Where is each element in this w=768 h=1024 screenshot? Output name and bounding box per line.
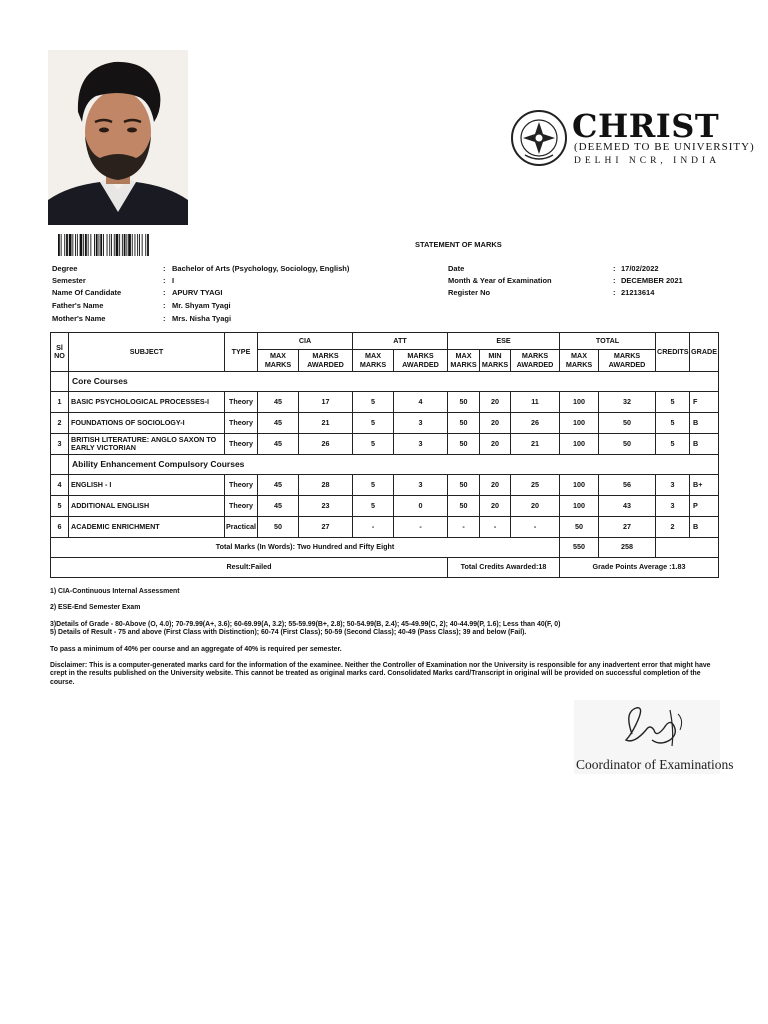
barcode: [58, 234, 180, 256]
cell-tot-awd: 50: [599, 434, 656, 455]
cell-ese-max: -: [448, 517, 480, 538]
father-name-value: Mr. Shyam Tyagi: [172, 301, 231, 310]
cell-type: Theory: [225, 392, 258, 413]
colon: :: [613, 288, 616, 297]
cell-tot-max: 50: [560, 517, 599, 538]
exam-month-label: Month & Year of Examination: [448, 276, 552, 285]
cell-ese-awd: 25: [511, 475, 560, 496]
cell-ese-min: 20: [480, 475, 511, 496]
degree-label: Degree: [52, 264, 78, 273]
grade-points-average: Grade Points Average :1.83: [560, 558, 719, 578]
cell-ese-max: 50: [448, 434, 480, 455]
university-location: DELHI NCR, INDIA: [574, 156, 721, 166]
section-spacer: [51, 372, 69, 392]
cell-ese-max: 50: [448, 496, 480, 517]
subheader-marks-awarded: MARKS AWARDED: [394, 350, 448, 372]
cell-cia-max: 45: [258, 392, 299, 413]
result-row: [51, 558, 719, 578]
header-credits: CREDITS: [656, 333, 690, 372]
header-total: TOTAL: [560, 333, 656, 350]
cell-subject: BRITISH LITERATURE: ANGLO SAXON TO EARLY VICTORIAN: [69, 434, 225, 455]
cell-att-max: -: [353, 517, 394, 538]
cell-sl: 5: [51, 496, 69, 517]
cell-ese-awd: 20: [511, 496, 560, 517]
cell-tot-awd: 27: [599, 517, 656, 538]
candidate-name-value: APURV TYAGI: [172, 288, 223, 297]
cell-cia-max: 45: [258, 496, 299, 517]
cell-tot-max: 100: [560, 413, 599, 434]
total-marks-awarded: 258: [599, 538, 656, 558]
header-grade: GRADE: [690, 333, 719, 372]
university-name: CHRIST: [572, 107, 720, 145]
cell-ese-min: 20: [480, 413, 511, 434]
header-subject: SUBJECT: [69, 333, 225, 372]
cell-ese-max: 50: [448, 475, 480, 496]
cell-grade: B: [690, 434, 719, 455]
table-row: [51, 496, 719, 517]
cell-ese-awd: 11: [511, 392, 560, 413]
note-cia: 1) CIA-Continuous Internal Assessment: [50, 588, 180, 595]
cell-credits: 5: [656, 392, 690, 413]
cell-att-awd: 4: [394, 392, 448, 413]
cell-sl: 4: [51, 475, 69, 496]
cell-ese-awd: 26: [511, 413, 560, 434]
cell-sl: 6: [51, 517, 69, 538]
cell-att-awd: 3: [394, 434, 448, 455]
section-title-aecc: Ability Enhancement Compulsory Courses: [69, 455, 719, 475]
exam-month-value: DECEMBER 2021: [621, 276, 683, 285]
note-result-details: 5) Details of Result - 75 and above (First Class with Distinction); 60-74 (First Class); 50-59 (Second Class); 40-49 (Pass Class); 39 and below (Fail).: [50, 629, 527, 636]
cell-att-awd: 0: [394, 496, 448, 517]
table-row: [51, 413, 719, 434]
total-empty-cell: [656, 538, 719, 558]
cell-sl: 2: [51, 413, 69, 434]
candidate-name-label: Name Of Candidate: [52, 288, 122, 297]
subheader-marks-awarded: MARKS AWARDED: [299, 350, 353, 372]
cell-subject: ADDITIONAL ENGLISH: [69, 496, 225, 517]
date-value: 17/02/2022: [621, 264, 659, 273]
date-label: Date: [448, 264, 465, 273]
cell-cia-awd: 21: [299, 413, 353, 434]
colon: :: [613, 264, 616, 273]
section-row-core: [51, 372, 719, 392]
disclaimer: Disclaimer: This is a computer-generated marks card for the information of the examinee. Neither the Controller of Examination nor the University is responsible for any inadvertent error that might have crept in the results published on the University website. This cannot be treated as original marks card. Consolidated Marks card/Transcript in original will be provided on successful completion of the course.: [50, 662, 711, 686]
cell-subject: ACADEMIC ENRICHMENT: [69, 517, 225, 538]
cell-subject: FOUNDATIONS OF SOCIOLOGY-I: [69, 413, 225, 434]
cell-tot-max: 100: [560, 392, 599, 413]
cell-tot-max: 100: [560, 475, 599, 496]
cell-tot-awd: 43: [599, 496, 656, 517]
colon: :: [163, 264, 166, 273]
total-max-marks: 550: [560, 538, 599, 558]
core-courses-body: [51, 392, 719, 455]
total-row: [51, 538, 719, 558]
colon: :: [163, 314, 166, 323]
colon: :: [163, 288, 166, 297]
cell-credits: 5: [656, 413, 690, 434]
subheader-min-marks: MIN MARKS: [480, 350, 511, 372]
note-ese: 2) ESE-End Semester Exam: [50, 604, 141, 611]
cell-type: Theory: [225, 413, 258, 434]
cell-type: Theory: [225, 475, 258, 496]
cell-type: Theory: [225, 434, 258, 455]
header-cia: CIA: [258, 333, 353, 350]
cell-cia-max: 45: [258, 434, 299, 455]
cell-cia-max: 50: [258, 517, 299, 538]
cell-grade: F: [690, 392, 719, 413]
cell-tot-max: 100: [560, 496, 599, 517]
university-logo: [510, 103, 755, 173]
colon: :: [163, 301, 166, 310]
cell-ese-min: 20: [480, 434, 511, 455]
subheader-max-marks: MAX MARKS: [448, 350, 480, 372]
cell-type: Practical: [225, 517, 258, 538]
semester-label: Semester: [52, 276, 86, 285]
cell-att-max: 5: [353, 496, 394, 517]
register-no-label: Register No: [448, 288, 491, 297]
aecc-courses-body: [51, 475, 719, 538]
cell-credits: 5: [656, 434, 690, 455]
header-sl-no: Sl NO: [51, 333, 69, 372]
total-credits-awarded: Total Credits Awarded:18: [448, 558, 560, 578]
cell-cia-awd: 26: [299, 434, 353, 455]
cell-att-max: 5: [353, 413, 394, 434]
cell-sl: 1: [51, 392, 69, 413]
note-grade-details: 3)Details of Grade - 80-Above (O, 4.0); 70-79.99(A+, 3.6); 60-69.99(A, 3.2); 55-59.99(B+, 2.8); 50-54.99(B, 2.4); 45-49.99(C, 2); 40-44.99(P, 1.6); Less than 40(F, 0): [50, 621, 561, 628]
cell-credits: 2: [656, 517, 690, 538]
cell-att-max: 5: [353, 434, 394, 455]
subheader-marks-awarded: MARKS AWARDED: [599, 350, 656, 372]
cell-cia-max: 45: [258, 413, 299, 434]
cell-grade: B: [690, 517, 719, 538]
table-header-row: [51, 333, 719, 350]
cell-cia-awd: 28: [299, 475, 353, 496]
cell-type: Theory: [225, 496, 258, 517]
table-row: [51, 517, 719, 538]
subheader-max-marks: MAX MARKS: [258, 350, 299, 372]
subheader-marks-awarded: MARKS AWARDED: [511, 350, 560, 372]
total-marks-words: Total Marks (In Words): Two Hundred and Fifty Eight: [51, 538, 560, 558]
cell-att-awd: 3: [394, 475, 448, 496]
marks-table: [50, 332, 719, 578]
cell-sl: 3: [51, 434, 69, 455]
table-row: [51, 392, 719, 413]
cell-att-max: 5: [353, 475, 394, 496]
cell-ese-awd: -: [511, 517, 560, 538]
cell-ese-awd: 21: [511, 434, 560, 455]
statement-title: STATEMENT OF MARKS: [415, 240, 502, 249]
degree-value: Bachelor of Arts (Psychology, Sociology, English): [172, 264, 350, 273]
cell-cia-awd: 23: [299, 496, 353, 517]
signatory-title: Coordinator of Examinations: [576, 757, 734, 772]
cell-tot-awd: 32: [599, 392, 656, 413]
cell-cia-max: 45: [258, 475, 299, 496]
cell-credits: 3: [656, 496, 690, 517]
header-type: TYPE: [225, 333, 258, 372]
subheader-max-marks: MAX MARKS: [560, 350, 599, 372]
mother-name-label: Mother's Name: [52, 314, 106, 323]
table-row: [51, 475, 719, 496]
semester-value: I: [172, 276, 175, 285]
colon: :: [613, 276, 616, 285]
cell-ese-min: -: [480, 517, 511, 538]
cell-ese-min: 20: [480, 392, 511, 413]
header-att: ATT: [353, 333, 448, 350]
section-row-aecc: [51, 455, 719, 475]
cell-ese-max: 50: [448, 413, 480, 434]
cell-att-awd: 3: [394, 413, 448, 434]
header-ese: ESE: [448, 333, 560, 350]
cell-grade: B: [690, 413, 719, 434]
cell-grade: B+: [690, 475, 719, 496]
mother-name-value: Mrs. Nisha Tyagi: [172, 314, 232, 323]
candidate-photo: [48, 50, 188, 225]
cell-cia-awd: 17: [299, 392, 353, 413]
subheader-max-marks: MAX MARKS: [353, 350, 394, 372]
cell-att-max: 5: [353, 392, 394, 413]
result-status: Result:Failed: [51, 558, 448, 578]
cell-att-awd: -: [394, 517, 448, 538]
cell-tot-max: 100: [560, 434, 599, 455]
cell-grade: P: [690, 496, 719, 517]
cell-ese-max: 50: [448, 392, 480, 413]
father-name-label: Father's Name: [52, 301, 104, 310]
table-row: [51, 434, 719, 455]
cell-subject: ENGLISH - I: [69, 475, 225, 496]
cell-tot-awd: 50: [599, 413, 656, 434]
note-pass-requirement: To pass a minimum of 40% per course and an aggregate of 40% is required per semester.: [50, 646, 342, 653]
cell-cia-awd: 27: [299, 517, 353, 538]
university-subtitle: (DEEMED TO BE UNIVERSITY): [574, 141, 755, 153]
cell-credits: 3: [656, 475, 690, 496]
section-title-core: Core Courses: [69, 372, 719, 392]
register-no-value: 21213614: [621, 288, 655, 297]
section-spacer: [51, 455, 69, 475]
colon: :: [163, 276, 166, 285]
cell-ese-min: 20: [480, 496, 511, 517]
cell-tot-awd: 56: [599, 475, 656, 496]
cell-subject: BASIC PSYCHOLOGICAL PROCESSES-I: [69, 392, 225, 413]
